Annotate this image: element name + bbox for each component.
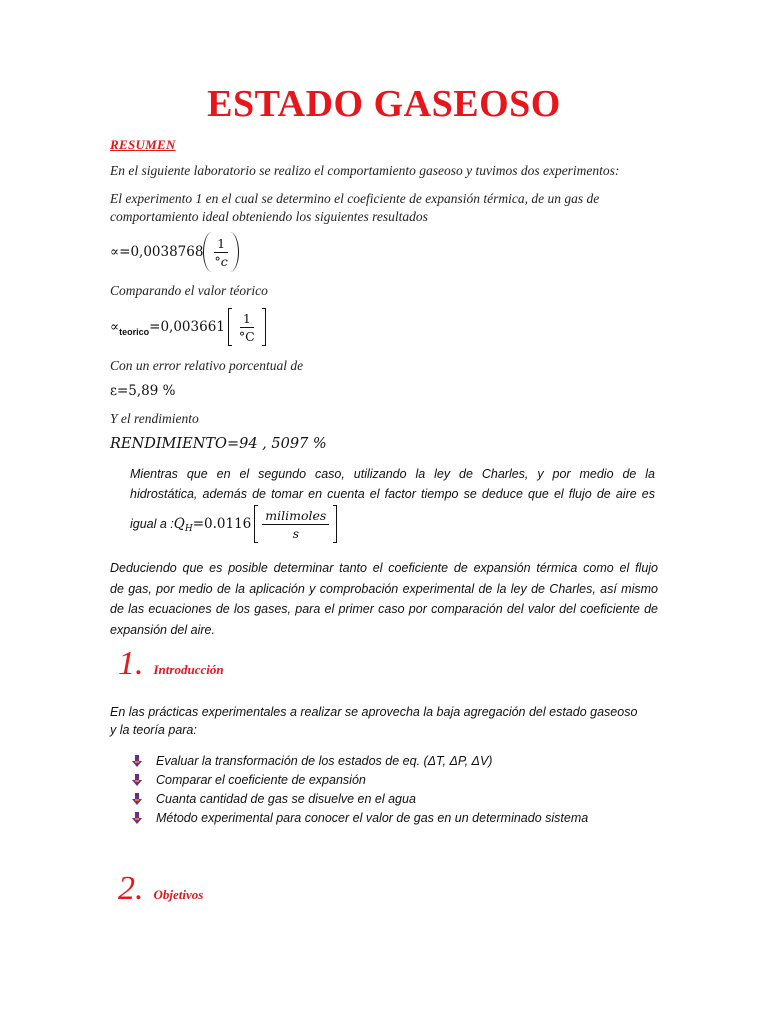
eq1-paren [203, 232, 238, 272]
arrow-bullet-icon [130, 792, 144, 806]
section-1-number: 1. [118, 645, 144, 682]
arrow-bullet-icon [130, 754, 144, 768]
resumen-p2-line1: El experimento 1 en el cual se determino el coeficiente de expansión térmica, de un gas de [110, 191, 600, 206]
eq5-q: Q [173, 516, 185, 532]
p4-line4: expansión del aire. [110, 622, 215, 637]
section-2-heading [118, 870, 203, 908]
intro-line1: En las prácticas experimentales a realizar se aprovecha la baja agregación del estado gaseoso [110, 705, 638, 719]
resumen-paragraph-1: En el siguiente laboratorio se realizo el comportamiento gaseoso y tuvimos dos experimentos: [110, 163, 620, 178]
eq2-rhs: =0,003661 [149, 319, 225, 335]
resumen-paragraph-3 [130, 464, 655, 504]
p3-line3: igual a : [130, 517, 174, 531]
flow-equation-line [130, 504, 337, 544]
equation-alpha [110, 231, 239, 273]
list-item [130, 789, 588, 808]
arrow-bullet-icon [130, 773, 144, 787]
section-2-title: Objetivos [153, 887, 204, 902]
eq5-denominator: s [292, 525, 300, 541]
eq2-subscript: teorico [119, 327, 150, 337]
p3-line2: hidrostática, además de tomar en cuenta el factor tiempo se deduce que el flujo de aire es [130, 487, 655, 501]
equation-alpha-teorico [110, 307, 266, 347]
list-item-text: Comparar el coeficiente de expansión [156, 772, 366, 787]
eq1-fraction [211, 236, 230, 269]
equation-epsilon: ε=5,89 % [110, 383, 176, 399]
intro-paragraph [110, 703, 637, 739]
eq5-numerator: milimoles [262, 508, 329, 525]
list-item [130, 808, 588, 827]
list-item-text: Cuanta cantidad de gas se disuelve en el agua [156, 791, 416, 806]
eq2-denominator: °C [238, 328, 255, 344]
eq2-bracket [228, 308, 266, 346]
eq1-denominator: °c [214, 253, 228, 269]
eq2-numerator: 1 [240, 311, 254, 328]
eq5-subscript: H [184, 524, 193, 534]
resumen-p2-line2: comportamiento ideal obteniendo los siguientes resultados [110, 209, 428, 224]
rendimiento-text: Y el rendimiento [110, 411, 199, 426]
section-1-title: Introducción [153, 662, 224, 677]
p4-line3: de las ecuaciones de los gases, para el primer caso por comparación del valor del coeficiente de [110, 602, 658, 616]
error-text: Con un error relativo porcentual de [110, 358, 304, 373]
p4-line2: de gas, por medio de la aplicación y comprobación experimental de la ley de Charles, así mismo [110, 581, 658, 596]
section-2-number: 2. [118, 870, 144, 907]
list-item-text: Método experimental para conocer el valor de gas en un determinado sistema [156, 810, 589, 825]
resumen-paragraph-4 [110, 558, 658, 640]
p3-line1: Mientras que en el segundo caso, utilizando la ley de Charles, y por medio de la [130, 467, 655, 481]
eq5-fraction [262, 508, 329, 541]
p4-line1: Deduciendo que es posible determinar tanto el coeficiente de expansión térmica como el flujo [110, 561, 658, 575]
list-item [130, 770, 588, 789]
intro-line2: y la teoría para: [110, 723, 197, 737]
equation-flow [174, 505, 338, 543]
eq5-rhs: =0.0116 [192, 516, 252, 532]
comparando-text: Comparando el valor téorico [110, 283, 268, 298]
eq1-lhs: ∝=0,0038768 [110, 244, 204, 260]
intro-list [130, 751, 588, 827]
list-item [130, 751, 588, 770]
page-title: ESTADO GASEOSO [207, 83, 561, 125]
eq2-lhs: ∝ [110, 319, 120, 335]
eq1-numerator: 1 [214, 236, 228, 253]
eq5-bracket [254, 505, 337, 543]
list-item-text: Evaluar la transformación de los estados de eq. (ΔT, ΔP, ΔV) [156, 753, 493, 768]
equation-rendimiento: RENDIMIENTO=94 , 5097 % [110, 436, 327, 452]
resumen-paragraph-2 [110, 190, 599, 226]
arrow-bullet-icon [130, 811, 144, 825]
resumen-heading: RESUMEN [110, 137, 176, 152]
section-1-heading [118, 645, 224, 683]
eq2-fraction [236, 311, 258, 344]
